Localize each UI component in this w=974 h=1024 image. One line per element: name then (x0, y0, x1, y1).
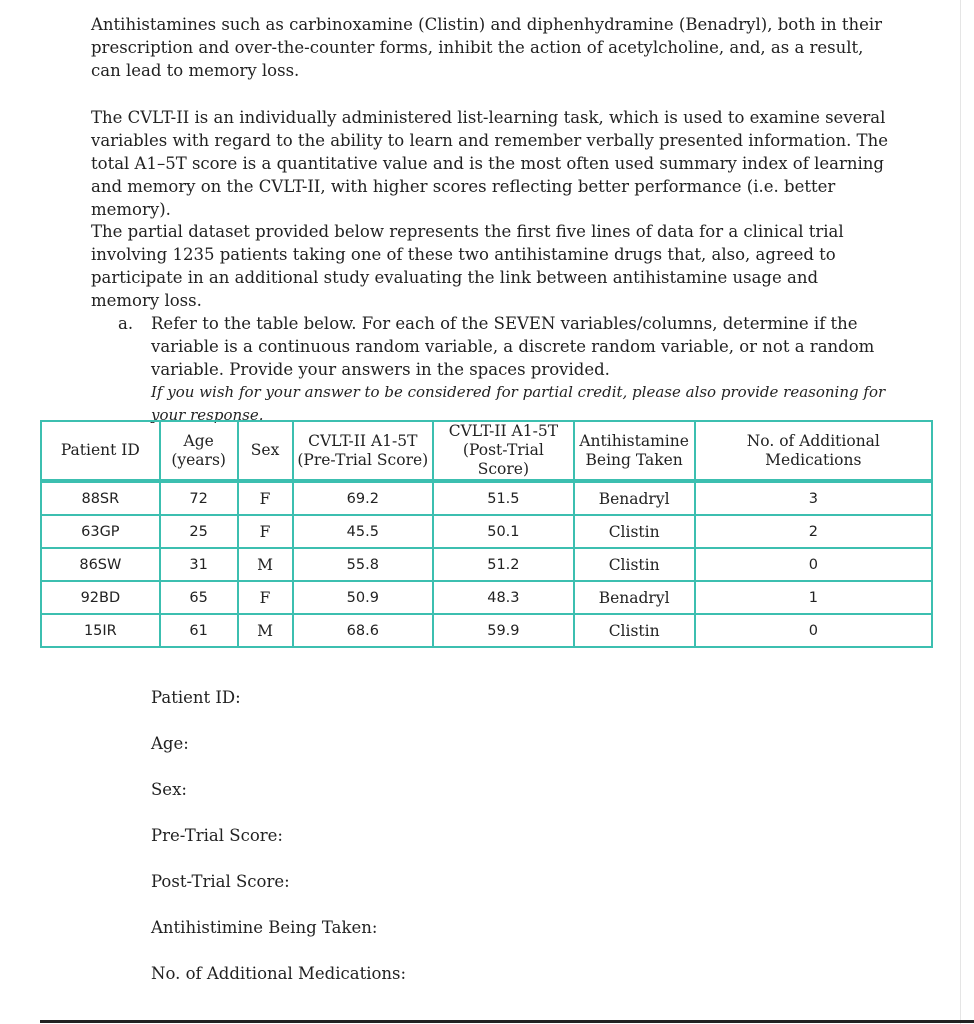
cell-pre-trial: 45.5 (293, 515, 434, 548)
header-antihistamine: Antihistamine Being Taken (574, 421, 695, 481)
cell-patient-id: 15IR (41, 614, 160, 647)
intro-paragraph: Antihistamines such as carbinoxamine (Clistin) and diphenhydramine (Benadryl), both in their prescription and over-the-counter forms, inhibit the action of acetylcholine, and, as a result, can lead to memory loss. (91, 15, 883, 80)
table-row (41, 515, 932, 548)
question-label: a. (118, 314, 134, 333)
header-patient-id: Patient ID (41, 421, 160, 481)
cell-age: 65 (160, 581, 238, 614)
header-post-trial-score: CVLT-II A1-5T (Post-Trial Score) (433, 421, 574, 481)
table-header-row (41, 421, 932, 481)
table-row (41, 581, 932, 614)
cell-pre-trial: 69.2 (293, 481, 434, 515)
cell-antihistamine: Clistin (574, 515, 695, 548)
cvlt-description-paragraph: The CVLT-II is an individually administered list-learning task, which is used to examine several variables with regard to the ability to learn and remember verbally presented information. The total A1–5T score is a quantitative value and is the most often used summary index of learning and memory on the CVLT-II, with higher scores reflecting better performance (i.e. better memory). (91, 108, 888, 219)
cell-age: 61 (160, 614, 238, 647)
cell-post-trial: 48.3 (433, 581, 574, 614)
cell-patient-id: 86SW (41, 548, 160, 581)
cell-antihistamine: Clistin (574, 614, 695, 647)
cell-sex: F (238, 581, 293, 614)
cell-post-trial: 51.5 (433, 481, 574, 515)
cell-age: 25 (160, 515, 238, 548)
header-pre-trial-score: CVLT-II A1-5T (Pre-Trial Score) (293, 421, 434, 481)
cell-age: 72 (160, 481, 238, 515)
dataset-description-paragraph: The partial dataset provided below represents the first five lines of data for a clinical trial involving 1235 patients taking one of these two antihistamine drugs that, also, agreed to participate in an additional study evaluating the link between antihistamine usage and memory loss. (91, 222, 844, 310)
cell-pre-trial: 68.6 (293, 614, 434, 647)
cell-medications: 1 (695, 581, 932, 614)
header-age: Age (years) (160, 421, 238, 481)
page-bottom-rule (40, 1020, 974, 1023)
cell-antihistamine: Benadryl (574, 581, 695, 614)
answer-additional-medications: No. of Additional Medications: (151, 964, 407, 983)
cell-antihistamine: Benadryl (574, 481, 695, 515)
header-additional-medications: No. of Additional Medications (695, 421, 932, 481)
cell-post-trial: 50.1 (433, 515, 574, 548)
cell-sex: M (238, 548, 293, 581)
cell-medications: 2 (695, 515, 932, 548)
answer-post-trial-score: Post-Trial Score: (151, 872, 290, 891)
cell-pre-trial: 55.8 (293, 548, 434, 581)
cell-post-trial: 51.2 (433, 548, 574, 581)
table-row (41, 548, 932, 581)
answer-patient-id: Patient ID: (151, 688, 241, 707)
cell-patient-id: 88SR (41, 481, 160, 515)
cell-age: 31 (160, 548, 238, 581)
cell-medications: 0 (695, 548, 932, 581)
cell-medications: 0 (695, 614, 932, 647)
cell-pre-trial: 50.9 (293, 581, 434, 614)
header-sex: Sex (238, 421, 293, 481)
answer-sex: Sex: (151, 780, 187, 799)
patient-data-table (40, 420, 933, 648)
cell-patient-id: 92BD (41, 581, 160, 614)
table-row (41, 614, 932, 647)
table-row (41, 481, 932, 515)
cell-antihistamine: Clistin (574, 548, 695, 581)
answer-antihistamine: Antihistimine Being Taken: (151, 918, 378, 937)
question-text: Refer to the table below. For each of the SEVEN variables/columns, determine if the variable is a continuous random variable, a discrete random variable, or not a random variable. Provide your answers in the spaces provided. (151, 314, 875, 379)
cell-sex: F (238, 481, 293, 515)
cell-sex: M (238, 614, 293, 647)
cell-patient-id: 63GP (41, 515, 160, 548)
cell-medications: 3 (695, 481, 932, 515)
question-note: If you wish for your answer to be considered for partial credit, please also provide reasoning for your response. (151, 383, 886, 424)
page-edge-divider (960, 0, 961, 1024)
cell-sex: F (238, 515, 293, 548)
cell-post-trial: 59.9 (433, 614, 574, 647)
question-body (151, 312, 891, 427)
answer-pre-trial-score: Pre-Trial Score: (151, 826, 283, 845)
answer-age: Age: (151, 734, 189, 753)
